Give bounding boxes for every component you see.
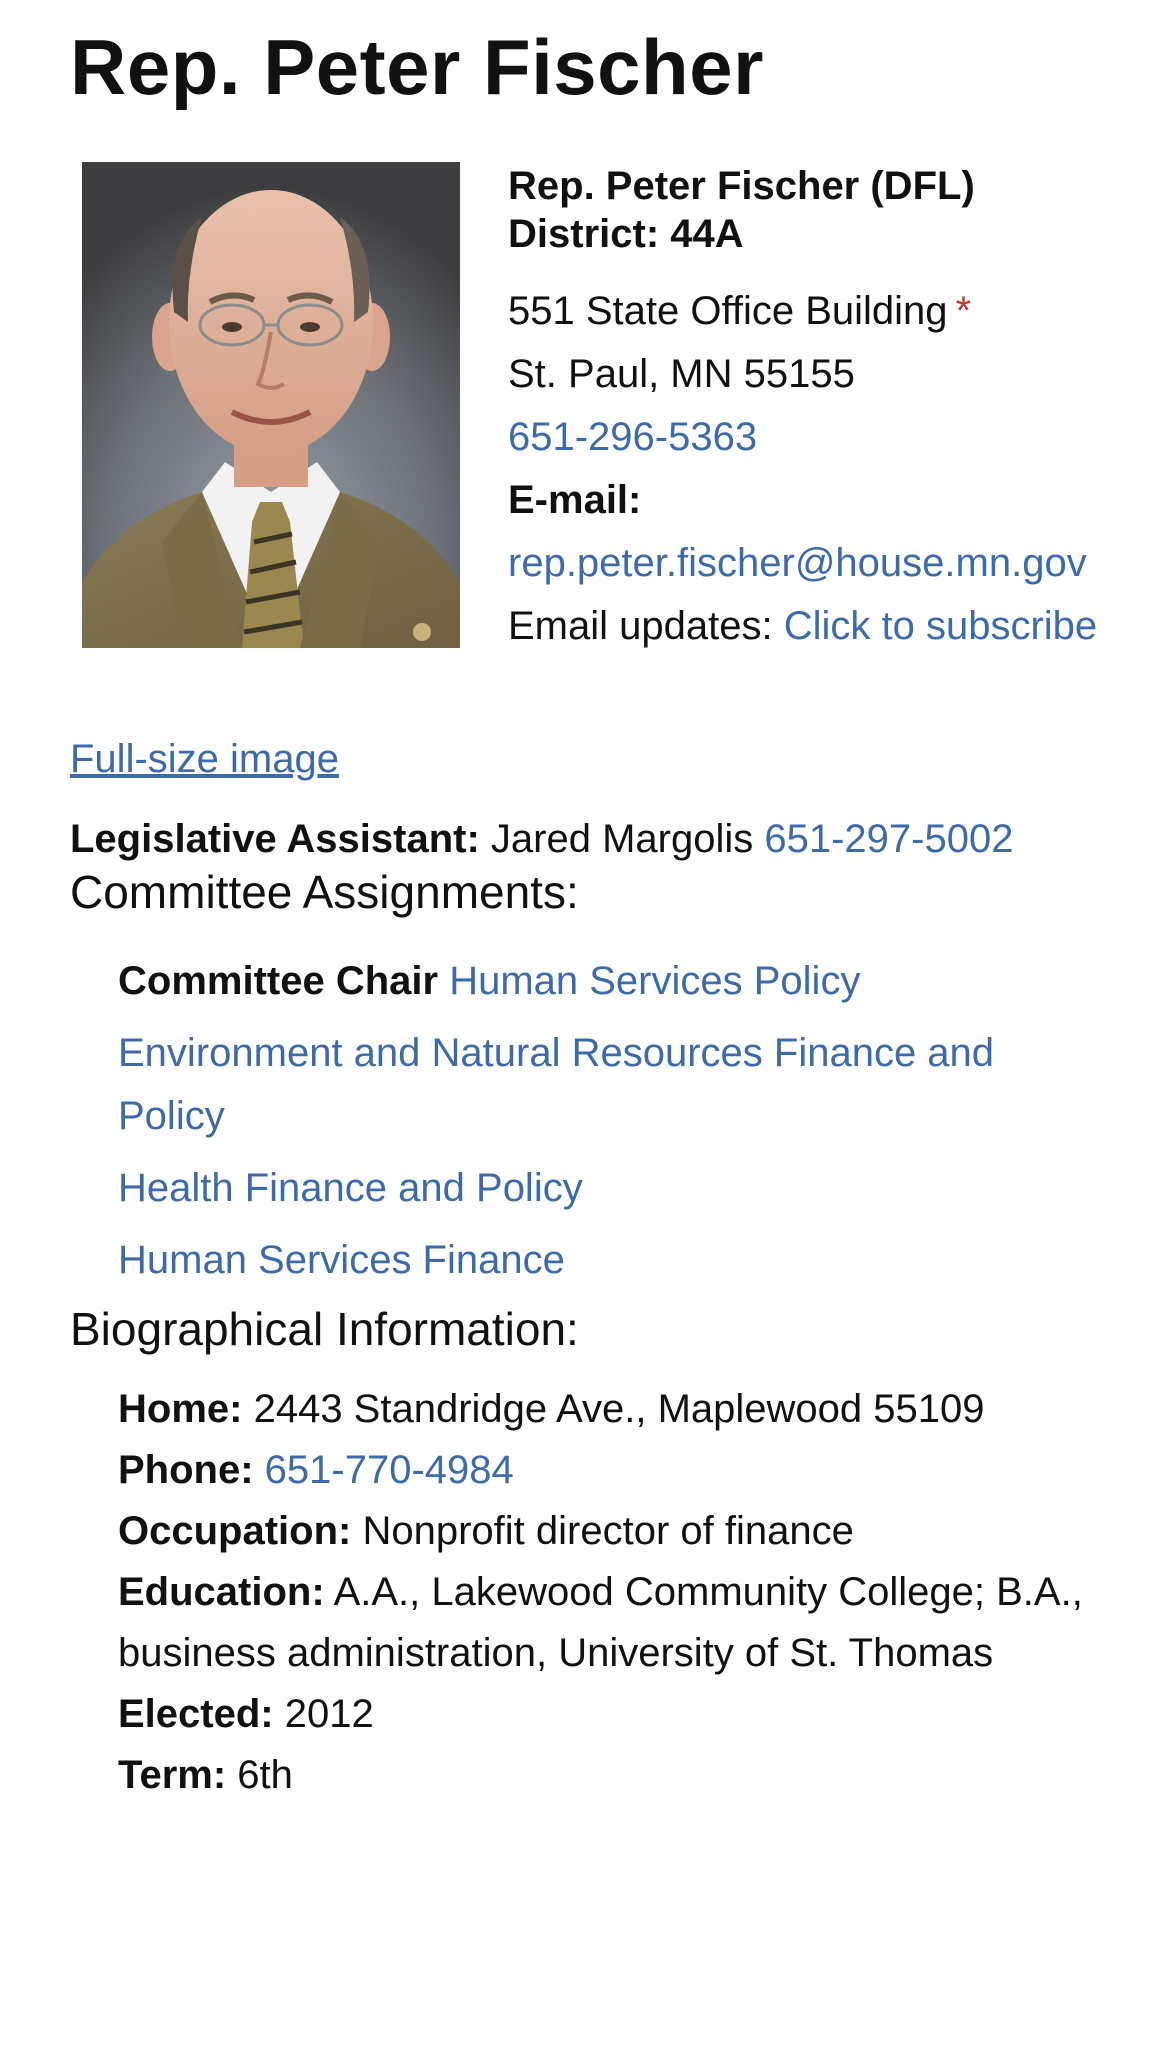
bio-phone-link[interactable]: 651-770-4984 xyxy=(264,1448,514,1492)
subscribe-link[interactable]: Click to subscribe xyxy=(783,604,1098,648)
bio-elected xyxy=(118,1684,1100,1745)
bio-home xyxy=(118,1379,1100,1440)
bio-phone-label: Phone: xyxy=(118,1448,254,1492)
assistant-name: Jared Margolis xyxy=(490,817,754,861)
bio-education-label: Education: xyxy=(118,1570,325,1614)
member-district: District: 44A xyxy=(508,212,744,256)
email-updates xyxy=(508,595,1158,658)
member-portrait-image xyxy=(82,162,460,648)
committee-chair-item xyxy=(118,950,1100,1013)
committee-item xyxy=(118,1229,1100,1292)
office-phone-link[interactable]: 651-296-5363 xyxy=(508,415,758,459)
bio-education-value: A.A., Lakewood Community College; B.A., business administration, University of St. Thomas xyxy=(118,1570,1083,1675)
email-updates-label: Email updates: xyxy=(508,604,773,648)
bio-elected-value: 2012 xyxy=(284,1692,374,1736)
bio-phone xyxy=(118,1440,1100,1501)
assistant-label: Legislative Assistant: xyxy=(70,817,480,861)
profile-header xyxy=(70,162,1100,781)
biographical-information-heading: Biographical Information: xyxy=(70,1303,579,1355)
bio-term-value: 6th xyxy=(237,1753,293,1797)
page-title: Rep. Peter Fischer xyxy=(70,23,764,111)
office-line xyxy=(508,280,1158,343)
city-state-zip: St. Paul, MN 55155 xyxy=(508,352,855,396)
assistant-phone-link[interactable]: 651-297-5002 xyxy=(764,817,1014,861)
office-asterisk: * xyxy=(955,289,972,333)
legislative-assistant xyxy=(70,814,1100,864)
bio-term xyxy=(118,1745,1100,1806)
member-portrait xyxy=(82,162,460,648)
bio-home-value: 2443 Standridge Ave., Maplewood 55109 xyxy=(253,1387,985,1431)
office-address xyxy=(508,280,1158,658)
committee-item xyxy=(118,1157,1100,1220)
email-label: E-mail: xyxy=(508,478,642,522)
bio-term-label: Term: xyxy=(118,1753,227,1797)
full-size-image-link[interactable]: Full-size image xyxy=(70,737,339,781)
committee-assignments-heading: Committee Assignments: xyxy=(70,866,579,918)
committee-item xyxy=(118,1022,1100,1148)
committee-link-health-finance[interactable]: Health Finance and Policy xyxy=(118,1166,583,1210)
committee-link-human-services-finance[interactable]: Human Services Finance xyxy=(118,1238,565,1282)
biographical-info xyxy=(70,1379,1100,1806)
bio-occupation-label: Occupation: xyxy=(118,1509,352,1553)
office-room: 551 State Office Building xyxy=(508,289,948,333)
committee-list xyxy=(70,950,1100,1292)
email-link[interactable]: rep.peter.fischer@house.mn.gov xyxy=(508,541,1087,585)
committee-link-human-services-policy[interactable]: Human Services Policy xyxy=(449,959,861,1003)
bio-elected-label: Elected: xyxy=(118,1692,274,1736)
bio-home-label: Home: xyxy=(118,1387,243,1431)
bio-occupation xyxy=(118,1501,1100,1562)
bio-occupation-value: Nonprofit director of finance xyxy=(362,1509,854,1553)
member-name-party: Rep. Peter Fischer (DFL) xyxy=(508,164,975,208)
committee-chair-label: Committee Chair xyxy=(118,959,439,1003)
bio-education xyxy=(118,1562,1100,1684)
contact-info xyxy=(508,162,1158,658)
committee-link-environment-natural-resources[interactable]: Environment and Natural Resources Finance and Policy xyxy=(118,1031,995,1138)
